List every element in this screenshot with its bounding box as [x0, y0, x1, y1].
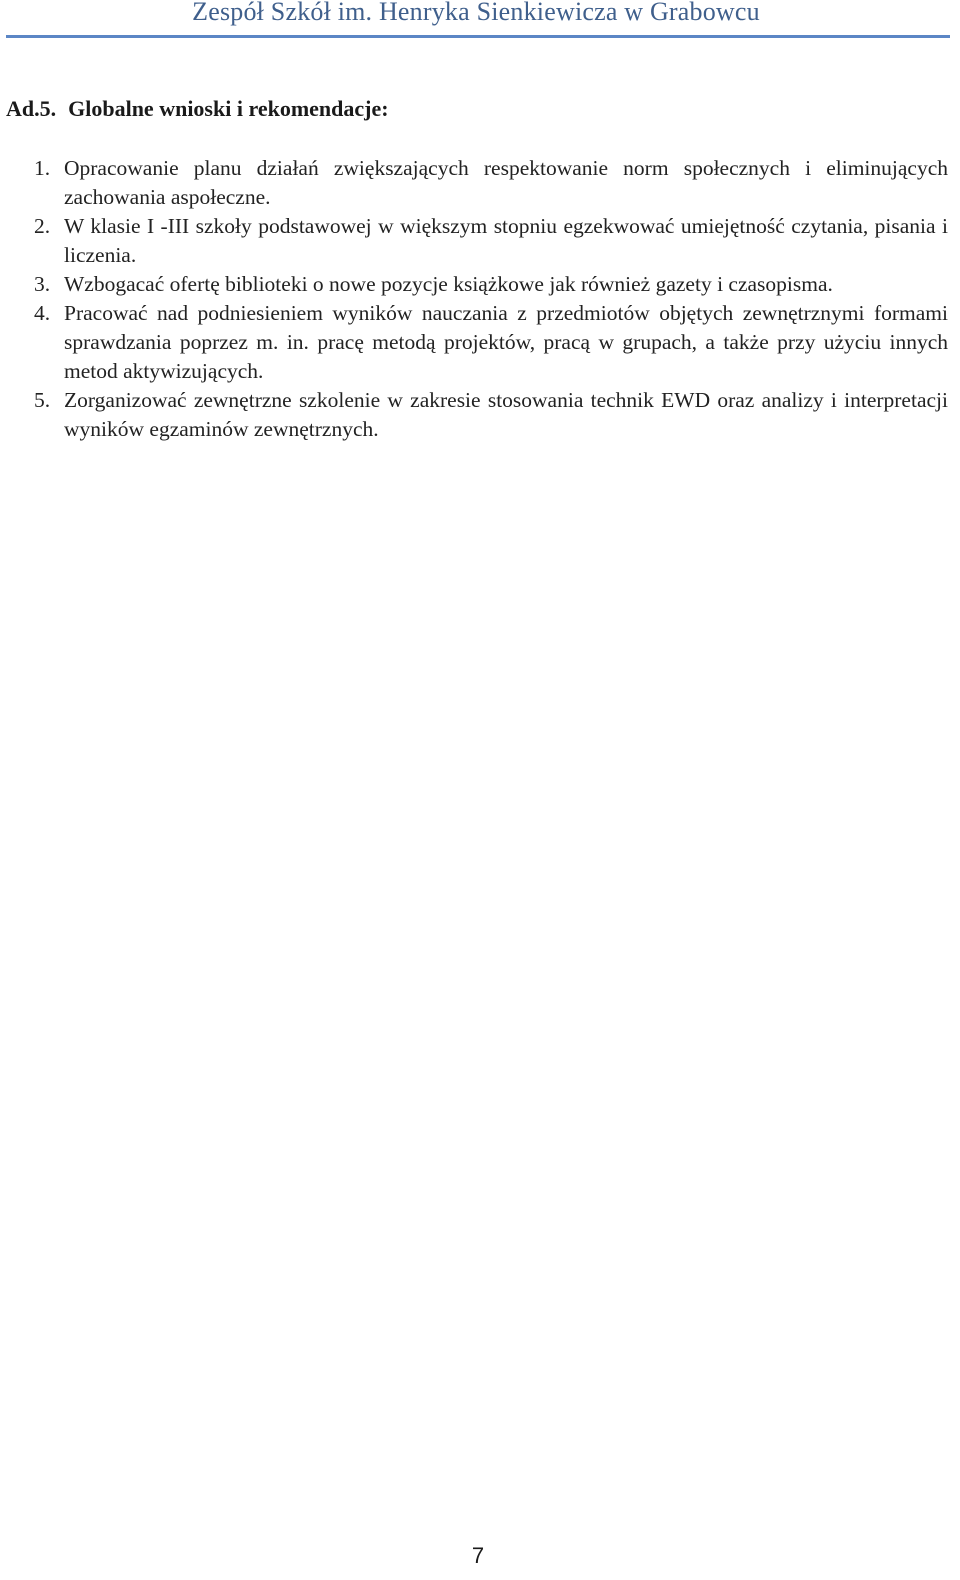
list-item: [0, 299, 948, 386]
list-item-number: 5.: [34, 388, 51, 412]
list-item-text: W klasie I -III szkoły podstawowej w większym stopniu egzekwować umiejętność czytania, pisania i liczenia.: [64, 214, 948, 267]
list-item-number: 4.: [34, 301, 51, 325]
list-item-text: Wzbogacać ofertę biblioteki o nowe pozycje książkowe jak również gazety i czasopisma.: [64, 272, 833, 296]
page-number: 7: [471, 1543, 485, 1568]
page-header: [0, 0, 960, 40]
section-heading: [6, 96, 389, 122]
list-item-number: 3.: [34, 272, 51, 296]
section-number: Ad.5.: [6, 96, 57, 121]
list-item: [0, 212, 948, 270]
list-item-text: Pracować nad podniesieniem wyników nauczania z przedmiotów objętych zewnętrznymi formami sprawdzania poprzez m. in. pracę metodą projektów, pracą w grupach, a także przy użyciu innych metod aktywizujących.: [64, 301, 948, 383]
school-name-title: Zespół Szkół im. Henryka Sienkiewicza w Grabowcu: [192, 0, 760, 26]
list-item: [0, 270, 948, 299]
list-item-number: 2.: [34, 214, 51, 238]
section-title: Globalne wnioski i rekomendacje:: [68, 96, 389, 121]
list-item-text: Opracowanie planu działań zwiększających respektowanie norm społecznych i eliminujących zachowania aspołeczne.: [64, 156, 948, 209]
list-item-number: 1.: [34, 156, 51, 180]
list-item: [0, 154, 948, 212]
list-item-text: Zorganizować zewnętrzne szkolenie w zakresie stosowania technik EWD oraz analizy i interpretacji wyników egzaminów zewnętrznych.: [64, 388, 948, 441]
recommendations-list: [0, 154, 948, 444]
header-divider: [6, 35, 950, 38]
list-item: [0, 386, 948, 444]
